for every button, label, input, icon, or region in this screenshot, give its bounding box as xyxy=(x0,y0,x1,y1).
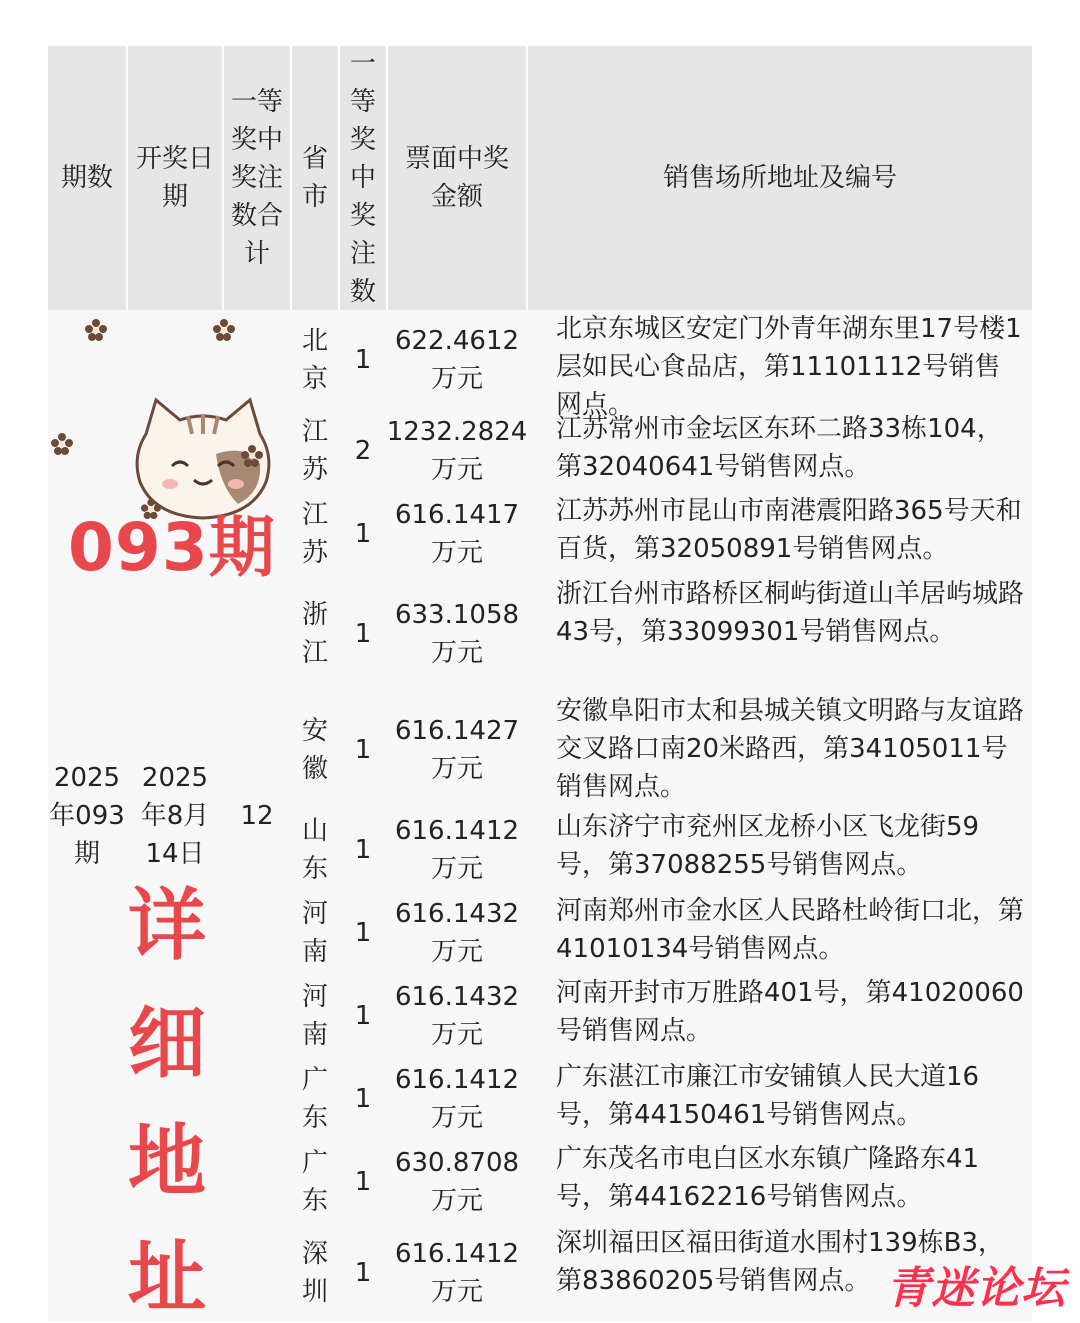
cell-first-count: 1 xyxy=(354,735,372,765)
cell-amount: 616.1412 万元 xyxy=(394,1065,520,1133)
flower-icon xyxy=(240,444,264,468)
cell-address: 山东济宁市兖州区龙桥小区飞龙街59号，第37088255号销售网点。 xyxy=(556,812,980,880)
detail-char-2: 细 xyxy=(127,999,206,1089)
cell-first-count: 1 xyxy=(354,1167,372,1197)
table-row xyxy=(48,575,1032,692)
brand-logo: 青迷论坛 xyxy=(886,1263,1066,1314)
cell-address: 安徽阜阳市太和县城关镇文明路与友谊路交叉路口南20米路西，第34105011号销售网点。 xyxy=(556,696,1025,802)
table-row xyxy=(48,692,1032,808)
cell-province: 河南 xyxy=(301,982,328,1050)
cell-amount: 630.8708 万元 xyxy=(394,1148,520,1216)
cell-first-count: 1 xyxy=(354,618,372,649)
cell-amount: 616.1412 万元 xyxy=(394,1239,520,1307)
cell-first-count: 2 xyxy=(354,436,372,466)
period-tag: 093期 xyxy=(68,509,276,586)
detail-char-4: 址 xyxy=(127,1233,206,1323)
cell-amount: 616.1432 万元 xyxy=(394,899,520,967)
cell-address: 北京东城区安定门外青年湖东里17号楼1层如民心食品店，第11101112号销售网点。 xyxy=(556,314,1022,420)
cell-address: 河南郑州市金水区人民路杜岭街口北，第41010134号销售网点。 xyxy=(556,896,1025,964)
header-amount: 票面中奖金额 xyxy=(388,46,526,310)
header-address: 销售场所地址及编号 xyxy=(528,46,1032,310)
cell-amount: 622.4612 万元 xyxy=(394,326,520,394)
header-province: 省市 xyxy=(292,46,338,310)
cell-amount: 616.1427 万元 xyxy=(394,716,520,784)
cell-province: 安徽 xyxy=(301,716,328,784)
cell-draw-date: 2025年8月14日 xyxy=(140,763,210,869)
cell-province: 河南 xyxy=(301,899,328,967)
cell-amount: 633.1058 万元 xyxy=(394,599,520,668)
cell-province: 北京 xyxy=(301,326,328,394)
cell-total: 12 xyxy=(240,801,274,831)
cell-first-count: 1 xyxy=(354,518,372,549)
cell-address: 深圳福田区福田街道水围村139栋B3，第83860205号销售网点。 xyxy=(556,1228,1005,1296)
cell-period: 2025年093期 xyxy=(49,763,125,869)
cell-first-count: 1 xyxy=(354,1258,372,1288)
cell-address: 江苏苏州市昆山市南港震阳路365号天和百货，第32050891号销售网点。 xyxy=(556,496,1022,564)
cell-province: 江苏 xyxy=(301,499,328,568)
flower-icon xyxy=(50,432,74,456)
cell-amount: 1232.2824 万元 xyxy=(386,417,528,485)
detail-char-3: 地 xyxy=(127,1117,206,1207)
detail-char-1: 详 xyxy=(127,881,206,971)
cell-province: 浙江 xyxy=(301,599,328,668)
flower-icon xyxy=(212,318,236,342)
cell-province: 广东 xyxy=(301,1148,328,1216)
cell-amount: 616.1432 万元 xyxy=(394,982,520,1050)
cell-province: 广东 xyxy=(301,1065,328,1133)
cell-amount: 616.1417 万元 xyxy=(394,499,520,568)
cell-first-count: 1 xyxy=(354,345,372,375)
cell-first-count: 1 xyxy=(354,1001,372,1031)
cell-address: 广东湛江市廉江市安铺镇人民大道16号，第44150461号销售网点。 xyxy=(556,1062,980,1130)
cell-first-count: 1 xyxy=(354,835,372,865)
cell-address: 江苏常州市金坛区东环二路33栋104，第32040641号销售网点。 xyxy=(556,414,1003,482)
header-period: 期数 xyxy=(48,46,126,310)
flower-icon xyxy=(84,318,108,342)
cell-address: 浙江台州市路桥区桐屿街道山羊居屿城路43号，第33099301号销售网点。 xyxy=(556,579,1025,647)
cell-province: 江苏 xyxy=(301,417,328,485)
cell-address: 河南开封市万胜路401号，第41020060号销售网点。 xyxy=(556,978,1024,1046)
header-first-count: 一等奖中奖注数 xyxy=(340,46,386,310)
header-draw-date: 开奖日期 xyxy=(128,46,222,310)
cell-province: 山东 xyxy=(301,816,328,884)
cell-province: 深圳 xyxy=(301,1239,328,1307)
cell-address: 广东茂名市电白区水东镇广隆路东41号，第44162216号销售网点。 xyxy=(556,1144,980,1212)
cell-first-count: 1 xyxy=(354,1084,372,1114)
table-row xyxy=(48,808,1032,892)
cell-first-count: 1 xyxy=(354,918,372,948)
cell-amount: 616.1412 万元 xyxy=(394,816,520,884)
header-total-first: 一等奖中奖注数合计 xyxy=(224,46,290,310)
